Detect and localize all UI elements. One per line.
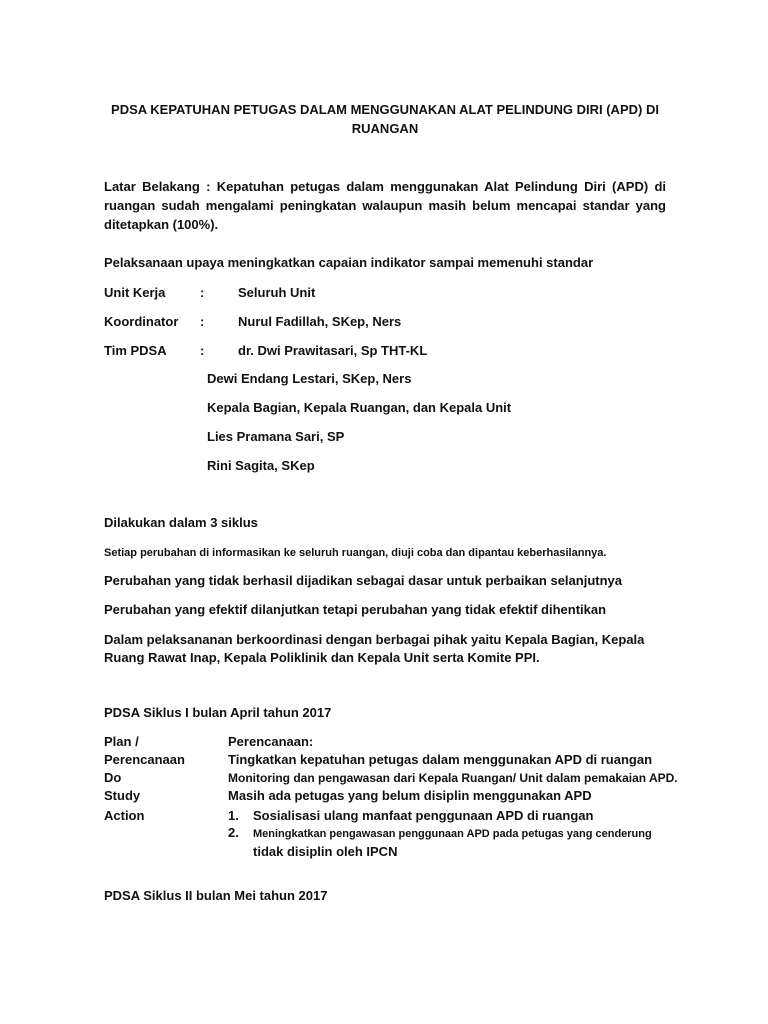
coordinator-colon: : bbox=[200, 314, 205, 329]
plan-value: Tingkatkan kepatuhan petugas dalam menggunakan APD di ruangan bbox=[228, 752, 653, 767]
plan-label: Plan / bbox=[104, 734, 139, 749]
action-text: Meningkatkan pengawasan penggunaan APD pada petugas yang cenderung bbox=[253, 828, 652, 840]
note-line: Perubahan yang tidak berhasil dijadikan sebagai dasar untuk perbaikan selanjutnya bbox=[104, 573, 623, 588]
background-paragraph: Latar Belakang : Kepatuhan petugas dalam menggunakan Alat Pelindung Diri (APD) di ruangan sudah mengalami peningkatan walaupun masih belum mencapai standar yang ditetapkan (100%). bbox=[104, 179, 666, 232]
team-label: Tim PDSA bbox=[104, 343, 167, 358]
team-member: dr. Dwi Prawitasari, Sp THT-KL bbox=[238, 343, 428, 358]
unit-value: Seluruh Unit bbox=[238, 285, 316, 300]
implementation-heading: Pelaksanaan upaya meningkatkan capaian indikator sampai memenuhi standar bbox=[104, 255, 594, 270]
note-paragraph: Dalam pelaksananan berkoordinasi dengan berbagai pihak yaitu Kepala Bagian, Kepala Ruang Rawat Inap, Kepala Poliklinik dan Kepala Unit serta Komite PPI. bbox=[104, 632, 645, 665]
team-member: Dewi Endang Lestari, SKep, Ners bbox=[207, 371, 412, 386]
action-text: Sosialisasi ulang manfaat penggunaan APD di ruangan bbox=[253, 808, 594, 823]
action-label: Action bbox=[104, 808, 145, 823]
study-label: Study bbox=[104, 788, 141, 803]
action-number: 2. bbox=[228, 825, 239, 840]
team-member: Lies Pramana Sari, SP bbox=[207, 429, 345, 444]
cycles-note: Dilakukan dalam 3 siklus bbox=[104, 515, 258, 530]
document-title: PDSA KEPATUHAN PETUGAS DALAM MENGGUNAKAN ALAT PELINDUNG DIRI (APD) DI RUANGAN bbox=[111, 102, 659, 136]
cycle1-heading: PDSA Siklus I bulan April tahun 2017 bbox=[104, 705, 332, 720]
team-member: Kepala Bagian, Kepala Ruangan, dan Kepala Unit bbox=[207, 400, 512, 415]
team-member: Rini Sagita, SKep bbox=[207, 458, 315, 473]
do-value: Monitoring dan pengawasan dari Kepala Ruangan/ Unit dalam pemakaian APD. bbox=[228, 771, 678, 785]
plan-label-2: Perencanaan bbox=[104, 752, 185, 767]
note-line: Perubahan yang efektif dilanjutkan tetapi perubahan yang tidak efektif dihentikan bbox=[104, 602, 607, 617]
coordinator-value: Nurul Fadillah, SKep, Ners bbox=[238, 314, 402, 329]
coordinator-label: Koordinator bbox=[104, 314, 179, 329]
note-line: Setiap perubahan di informasikan ke seluruh ruangan, diuji coba dan dipantau keberhasilannya. bbox=[104, 547, 607, 559]
action-number: 1. bbox=[228, 808, 239, 823]
cycle2-heading: PDSA Siklus II bulan Mei tahun 2017 bbox=[104, 888, 328, 903]
action-text-continued: tidak disiplin oleh IPCN bbox=[253, 844, 398, 859]
unit-label: Unit Kerja bbox=[104, 285, 166, 300]
do-label: Do bbox=[104, 770, 122, 785]
unit-colon: : bbox=[200, 285, 205, 300]
team-colon: : bbox=[200, 343, 205, 358]
plan-value-heading: Perencanaan: bbox=[228, 734, 314, 749]
study-value: Masih ada petugas yang belum disiplin menggunakan APD bbox=[228, 788, 592, 803]
